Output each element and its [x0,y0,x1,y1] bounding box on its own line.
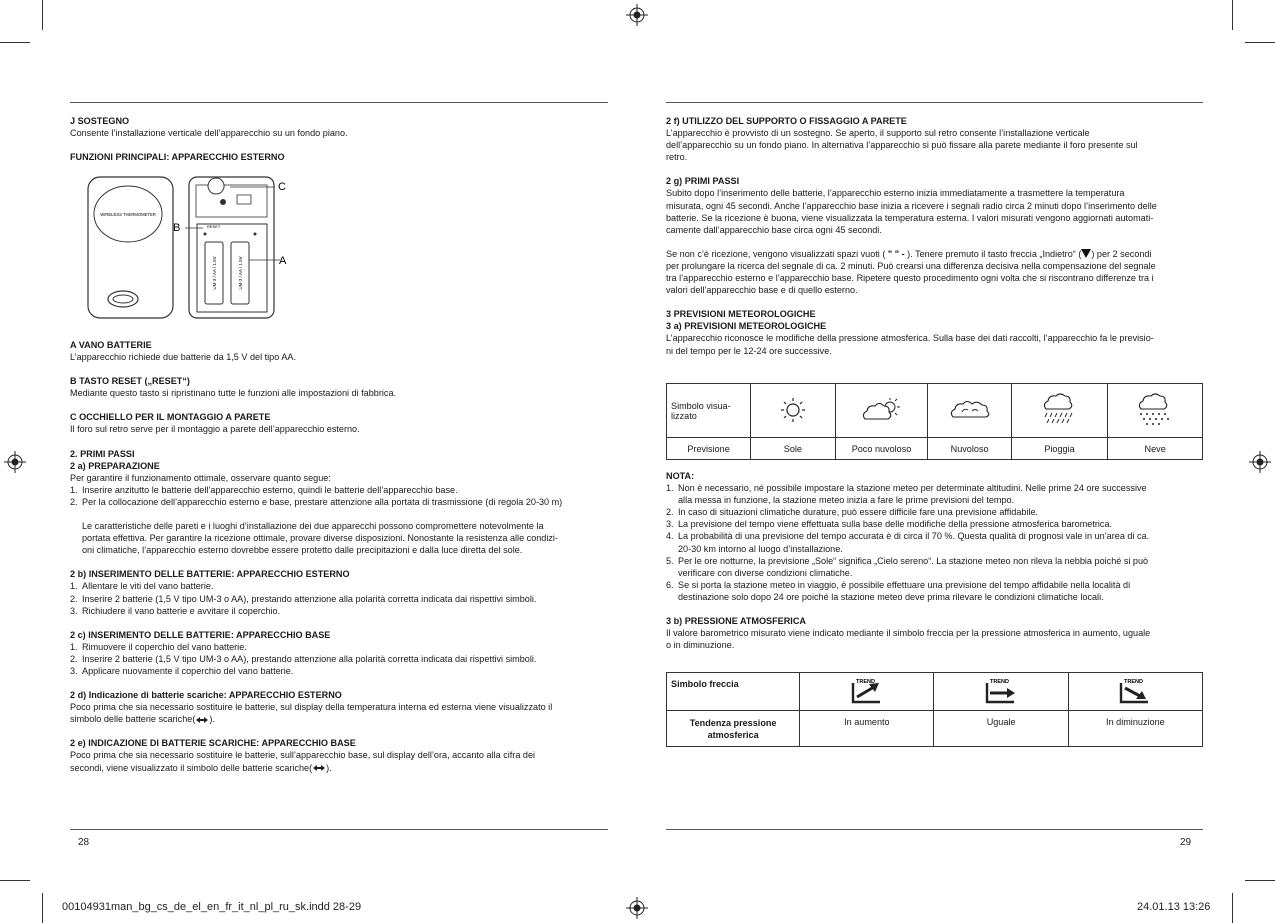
list-item: 4. La probabilità di una previsione del tempo accurata è di circa il 70 %. Questa qualità di prognosi vale in un’area di ca. 20-30 km intorno al luogo d’installazione. [666,531,1150,554]
reset-label: RESET [207,224,221,229]
forecast-label: Pioggia [1011,438,1108,460]
trend-symbol-cell [934,673,1068,711]
sec2c-list [70,641,615,677]
sun-icon [778,397,808,423]
weather-symbol-cell [835,384,928,438]
item-c-text: Il foro sul retro serve per il montaggio a parete dell’apparecchio esterno. [70,424,360,435]
battery-low-bracket-open: ( [192,714,196,725]
list-item: 2. In caso di situazioni climatiche durature, può essere difficile fare una previsione affidabile. [666,507,1039,518]
section-j-title: J SOSTEGNO [70,116,130,126]
weather-symbol-cell [928,384,1011,438]
trend-up-icon [848,677,886,705]
right-column [666,115,1206,357]
battery-low-icon [312,764,326,772]
sec2e-line: Poco prima che sia necessario sostituire le batterie, sull’apparecchio base, sul display dell’ora, accanto alla cifra dei [70,750,536,761]
callout-a: A [279,255,287,267]
sec2a-intro: Per garantire il funzionamento ottimale, osservare quanto segue: [70,472,331,483]
trend-symbol-cell [1068,673,1202,711]
right-page [638,0,1275,923]
sec3a-title: 3 a) PREVISIONI METEOROLOGICHE [666,321,827,332]
list-item: 3. La previsione del tempo viene effettuata sulla base delle modifiche della pressione atmosferica barometrica. [666,519,1113,530]
left-column-lower [70,339,615,774]
forecast-label: Poco nuvoloso [835,438,928,460]
sec2g-p2-line: tra l’apparecchio esterno e l’apparecchio base. Ripetere questo procedimento ogni volta che si riscontrano differenze tra i [666,273,1154,284]
forecast-label: Neve [1108,438,1203,460]
sec2e-title: 2 e) INDICAZIONE DI BATTERIE SCARICHE: APPARECCHIO BASE [70,738,356,749]
sec2g-title: 2 g) PRIMI PASSI [666,176,740,187]
footer-filename: 00104931man_bg_cs_de_el_en_fr_it_nl_pl_ru_sk.indd 28-29 [62,901,362,913]
bottom-rule [666,829,1203,830]
sec2f-line: dell’apparecchio su un fondo piano. In alternativa l’apparecchio si può fissare alla parete mediante il foro presente sul [666,140,1138,151]
device-front-label: WIRELESS THERMOMETER [100,212,156,217]
trend-word: TREND [855,678,875,685]
nota-list [666,482,1211,603]
list-item: 5. Per le ore notturne, la previsione „Sole“ significa „Cielo sereno“. La stazione meteo non rileva la nebbia poiché si può verificare con diverse condizioni climatiche. [666,555,1149,578]
sec3b-title: 3 b) PRESSIONE ATMOSFERICA [666,616,806,627]
top-rule [666,102,1203,103]
weather-forecast-table [666,383,1203,460]
sec2a-note-line: oni climatiche, l’apparecchio esterno dovrebbe essere protetto dalle precipitazioni e dalla luce diretta del sole. [82,545,523,556]
rain-icon [1038,393,1082,427]
top-rule [70,102,608,103]
sec2a-note-line: Le caratteristiche delle pareti e i luoghi d’installazione dei due apparecchi possono compromettere notevolmente la [82,521,544,532]
sec2g-line: batterie. Se la ricezione è buona, viene visualizzata la temperatura esterna. I valori misurati vengono aggiornati automati- [666,212,1154,223]
weather-symbol-cell [1011,384,1108,438]
trend-label: In aumento [800,711,934,747]
list-item: 6. Se si porta la stazione meteo in viaggio, è possibile effettuare una previsione del tempo affidabile nella località di destinazione solo dopo 24 ore poiché la stazione meteo deve prima rilevare le condizioni climatiche locali. [666,579,1131,602]
forecast-label: Nuvoloso [928,438,1011,460]
snow-icon [1133,393,1177,427]
trend-steady-icon [982,677,1020,705]
sec3a-line: L’apparecchio riconosce le modifiche della pressione atmosferica. Sulla base dei dati raccolti, l’apparecchio fa le previsio- [666,333,1154,344]
trend-word: TREND [1124,678,1144,685]
sec3a-line: ni del tempo per le 12-24 ore successive. [666,345,832,356]
weather-symbol-cell [1108,384,1203,438]
battery-label-2: UM-3 / AA / 1.5V [238,256,243,290]
list-item: 1. Inserire anzitutto le batterie dell’apparecchio esterno, quindi le batterie dell’apparecchio base. [70,484,458,495]
page-number: 28 [78,837,90,848]
item-a-text: L’apparecchio richiede due batterie da 1,5 V del tipo AA. [70,352,296,363]
section-j-text: Consente l’installazione verticale dell’apparecchio su un fondo piano. [70,128,348,139]
pressure-trend-table [666,672,1203,747]
list-item: 1. Rimuovere il coperchio del vano batterie. [70,641,247,652]
sec2g-p2-line: Se non c’è ricezione, vengono visualizzati spazi vuoti ( " " - ). Tenere premuto il tasto freccia „Indietro“ ( ) per 2 secondi [666,248,1152,259]
outdoor-device-figure [85,172,300,322]
trend-label: In diminuzione [1068,711,1202,747]
item-b-title: B TASTO RESET („RESET“) [70,376,190,387]
left-page [0,0,637,923]
battery-label-1: UM-3 / AA / 1.5V [212,256,217,290]
down-arrow-icon [1081,249,1091,258]
sec2b-title: 2 b) INSERIMENTO DELLE BATTERIE: APPARECCHIO ESTERNO [70,569,350,580]
list-item: 1. Non è necessario, né possibile impostare la stazione meteo per determinate altitudini. Nelle prime 24 ore successive alla messa in funzione, la stazione meteo inizia a fare le prime previsioni del tempo. [666,483,1147,506]
weather-header-label: Simbolo visua- lizzato [667,384,751,438]
list-item: 2. Per la collocazione dell’apparecchio esterno e base, prestare attenzione alla portata di trasmissione (di regola 20-30 m) [70,496,563,507]
forecast-row-label: Previsione [667,438,751,460]
weather-symbol-cell [751,384,835,438]
sec2f-line: L’apparecchio è provvisto di un sostegno. Se aperto, il supporto sul retro consente l’installazione verticale [666,128,1090,139]
trend-word: TREND [990,678,1010,685]
sec3b-line: o in diminuzione. [666,640,735,651]
page-number: 29 [1180,837,1192,848]
battery-low-icon [195,716,209,724]
sec2d-line: Poco prima che sia necessario sostituire le batterie, sul display della temperatura interna ed esterna viene visualizzato il [70,702,553,713]
trend-header-label: Simbolo freccia [667,673,800,711]
sec2g-p2-line: per prolungare la ricerca del segnale di ca. 2 minuti. Può crearsi una differenza decisiva nella compensazione del segnale [666,260,1156,271]
sec2g-p2-line: valori dell’apparecchio base e di quello esterno. [666,285,858,296]
trend-label: Uguale [934,711,1068,747]
sec2-title: 2. PRIMI PASSI [70,448,135,459]
list-item: 2. Inserire 2 batterie (1,5 V tipo UM-3 o AA), prestando attenzione alla polarità corretta indicata dai rispettivi simboli. [70,653,537,664]
blank-symbol: " " - [885,248,908,259]
callout-c: C [278,181,286,193]
forecast-label: Sole [751,438,835,460]
sec2a-list [70,484,615,508]
sec2a-title: 2 a) PREPARAZIONE [70,460,160,471]
sec2e-line: secondi, viene visualizzato il simbolo delle batterie scariche( ). [70,762,332,773]
sec2a-note-line: portata effettiva. Per garantire la ricezione ottimale, provare diverse disposizioni. Nonostante la resistenza alle condizi- [82,533,558,544]
bottom-rule [70,829,608,830]
trend-row-label: Tendenza pressione atmosferica [667,711,800,747]
sec3-title: 3 PREVISIONI METEOROLOGICHE [666,309,816,320]
left-column [70,115,615,163]
sec2f-title: 2 f) UTILIZZO DEL SUPPORTO O FISSAGGIO A PARETE [666,116,907,126]
list-item: 2. Inserire 2 batterie (1,5 V tipo UM-3 o AA), prestando attenzione alla polarità corretta indicata dai rispettivi simboli. [70,593,537,604]
main-functions-title: FUNZIONI PRINCIPALI: APPARECCHIO ESTERNO [70,152,285,163]
cloudy-icon [948,398,992,422]
list-item: 3. Applicare nuovamente il coperchio del vano batterie. [70,665,294,676]
trend-symbol-cell [800,673,934,711]
nota-title: NOTA: [666,471,695,481]
nota-block [666,470,1211,651]
battery-low-bracket-open: ( [309,762,313,773]
item-c-title: C OCCHIELLO PER IL MONTAGGIO A PARETE [70,412,271,423]
trend-down-icon [1116,677,1154,705]
sec2g-line: Subito dopo l’inserimento delle batterie, l’apparecchio esterno inizia immediatamente a trasmettere la temperatura [666,188,1125,199]
sec2f-line: retro. [666,152,688,163]
list-item: 3. Richiudere il vano batterie e avvitare il coperchio. [70,605,281,616]
sec2d-line: simbolo delle batterie scariche( ). [70,714,215,725]
sec2g-line: camente dall’apparecchio base circa ogni 45 secondi. [666,224,882,235]
partly-cloudy-icon [859,397,905,423]
item-a-title: A VANO BATTERIE [70,340,152,350]
sec2d-title: 2 d) Indicazione di batterie scariche: APPARECCHIO ESTERNO [70,690,342,701]
callout-b: B [173,222,181,234]
item-b-text: Mediante questo tasto si ripristinano tutte le funzioni alle impostazioni di fabbrica. [70,388,397,399]
footer-date: 24.01.13 13:26 [1137,901,1211,913]
sec3b-line: Il valore barometrico misurato viene indicato mediante il simbolo freccia per la pressione atmosferica in aumento, uguale [666,628,1151,639]
list-item: 1. Allentare le viti del vano batterie. [70,581,214,592]
sec2c-title: 2 c) INSERIMENTO DELLE BATTERIE: APPARECCHIO BASE [70,629,331,640]
sec2g-line: misurata, ogni 45 secondi. Anche l’apparecchio base inizia a ricevere i segnali radio circa 2 minuti dopo l’inserimento delle [666,200,1157,211]
sec2b-list [70,580,615,616]
